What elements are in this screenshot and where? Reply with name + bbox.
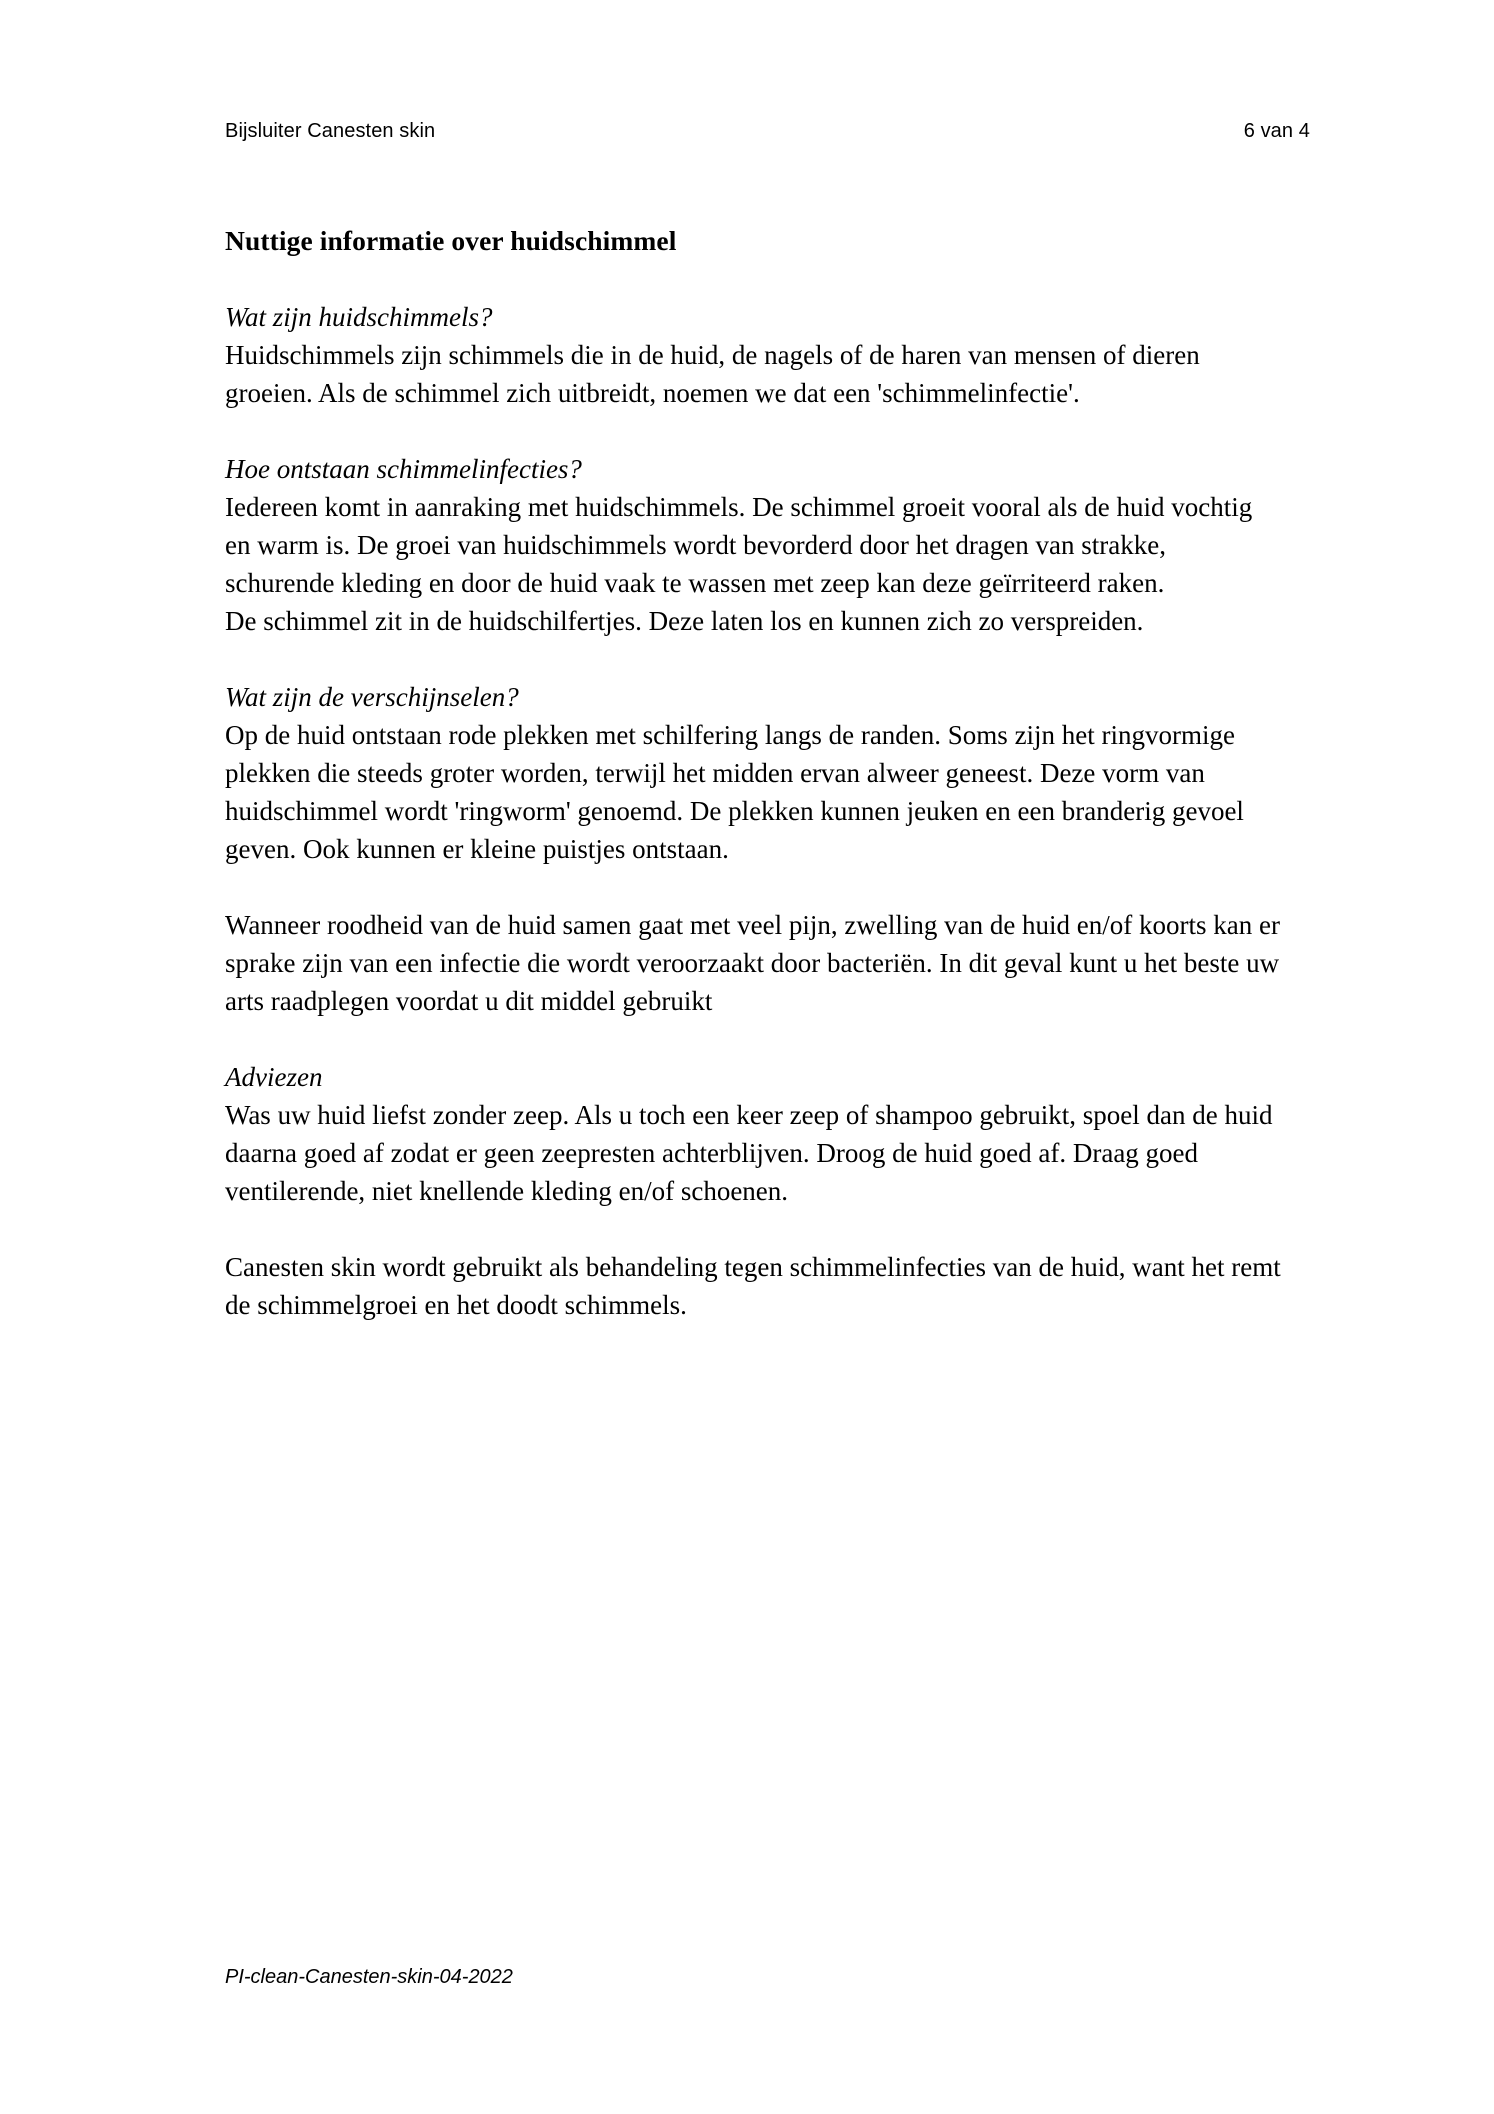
section-heading: Wat zijn de verschijnselen? <box>225 682 519 712</box>
section-paragraph: Iedereen komt in aanraking met huidschimmels. De schimmel groeit vooral als de huid vochtig en warm is. De groei van huidschimmels wordt bevorderd door het dragen van strakke, schurende kleding en door de huid vaak te wassen met zeep kan deze geïrriteerd raken. <box>225 492 1253 598</box>
section-paragraph: Canesten skin wordt gebruikt als behandeling tegen schimmelinfecties van de huid, want het remt de schimmelgroei en het doodt schimmels. <box>225 1252 1281 1320</box>
section-wat-zijn-de-verschijnselen <box>225 678 1281 868</box>
section-hoe-ontstaan-schimmelinfecties <box>225 450 1281 640</box>
section-paragraph: Op de huid ontstaan rode plekken met schilfering langs de randen. Soms zijn het ringvormige plekken die steeds groter worden, terwijl het midden ervan alweer geneest. Deze vorm van huidschimmel wordt 'ringworm' genoemd. De plekken kunnen jeuken en een branderig gevoel geven. Ook kunnen er kleine puistjes ontstaan. <box>225 720 1244 864</box>
section-wat-zijn-huidschimmels <box>225 298 1281 412</box>
section-adviezen <box>225 1058 1281 1210</box>
header-page-number: 6 van 4 <box>1243 120 1310 142</box>
page-header <box>225 118 1310 144</box>
section-paragraph: Wanneer roodheid van de huid samen gaat met veel pijn, zwelling van de huid en/of koorts kan er sprake zijn van een infectie die wordt veroorzaakt door bacteriën. In dit geval kunt u het beste uw arts raadplegen voordat u dit middel gebruikt <box>225 910 1280 1016</box>
header-document-title: Bijsluiter Canesten skin <box>225 120 436 142</box>
section-heading: Wat zijn huidschimmels? <box>225 302 493 332</box>
section-paragraph-secondary: De schimmel zit in de huidschilfertjes. Deze laten los en kunnen zich zo verspreiden. <box>225 606 1144 636</box>
section-paragraph: Was uw huid liefst zonder zeep. Als u toch een keer zeep of shampoo gebruikt, spoel dan de huid daarna goed af zodat er geen zeepresten achterblijven. Droog de huid goed af. Draag goed ventilerende, niet knellende kleding en/of schoenen. <box>225 1100 1273 1206</box>
page-title: Nuttige informatie over huidschimmel <box>225 225 677 256</box>
section-heading: Adviezen <box>225 1062 323 1092</box>
section-paragraph: Huidschimmels zijn schimmels die in de huid, de nagels of de haren van mensen of dieren groeien. Als de schimmel zich uitbreidt, noemen we dat een 'schimmelinfectie'. <box>225 340 1200 408</box>
section-bacteriele-infectie-waarschuwing <box>225 906 1281 1020</box>
page-footer-reference: PI-clean-Canesten-skin-04-2022 <box>225 1966 513 1988</box>
section-heading: Hoe ontstaan schimmelinfecties? <box>225 454 582 484</box>
section-canesten-skin-gebruik <box>225 1248 1281 1324</box>
document-body <box>225 222 1281 1324</box>
